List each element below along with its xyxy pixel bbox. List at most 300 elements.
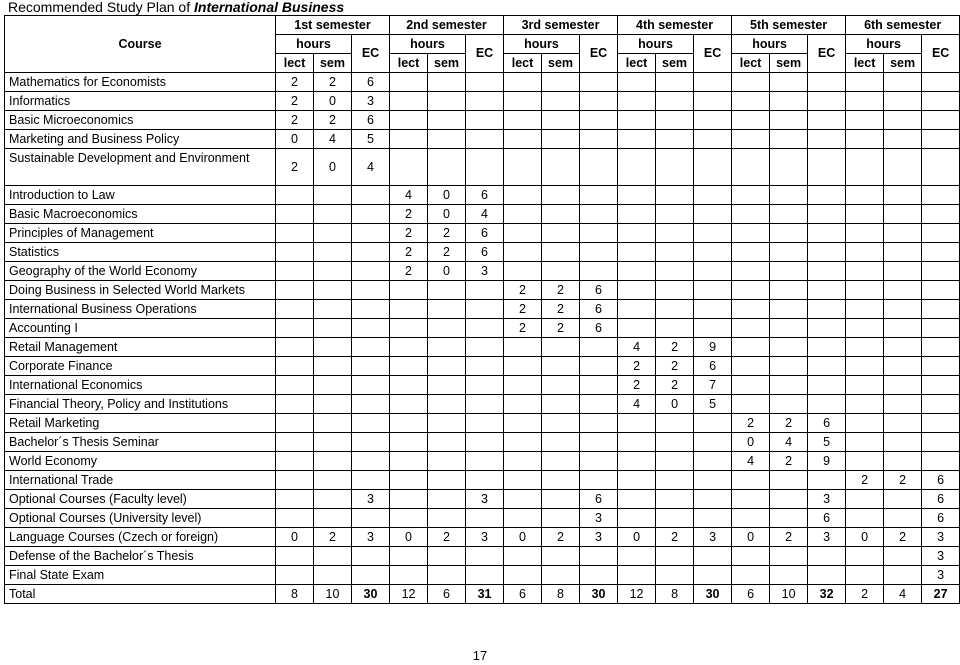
lect-cell <box>504 92 542 111</box>
lect-cell <box>504 186 542 205</box>
ec-cell <box>808 130 846 149</box>
sem-cell <box>770 149 808 186</box>
ec-cell <box>580 357 618 376</box>
ec-cell <box>922 376 960 395</box>
lect-cell <box>732 111 770 130</box>
lect-cell <box>504 357 542 376</box>
ec-header: EC <box>580 35 618 73</box>
ec-cell <box>922 262 960 281</box>
lect-cell <box>732 73 770 92</box>
table-row <box>5 547 960 566</box>
lect-cell <box>618 509 656 528</box>
ec-cell <box>922 130 960 149</box>
table-row <box>5 92 960 111</box>
course-name: Basic Microeconomics <box>5 111 276 130</box>
ec-cell: 3 <box>466 528 504 547</box>
lect-cell <box>276 224 314 243</box>
lect-cell <box>846 205 884 224</box>
hours-header: hours <box>504 35 580 54</box>
ec-cell <box>694 490 732 509</box>
course-name: Defense of the Bachelor´s Thesis <box>5 547 276 566</box>
lect-cell <box>732 338 770 357</box>
lect-cell: 2 <box>276 92 314 111</box>
course-name: World Economy <box>5 452 276 471</box>
sem-cell <box>314 357 352 376</box>
lect-cell <box>732 281 770 300</box>
lect-cell <box>390 357 428 376</box>
lect-cell <box>276 376 314 395</box>
lect-cell <box>732 509 770 528</box>
sem-cell <box>770 262 808 281</box>
table-row <box>5 73 960 92</box>
course-name: International Economics <box>5 376 276 395</box>
ec-cell <box>580 73 618 92</box>
sem-cell <box>884 452 922 471</box>
course-name: Marketing and Business Policy <box>5 130 276 149</box>
sem-header: sem <box>428 54 466 73</box>
lect-cell <box>504 471 542 490</box>
ec-cell <box>808 92 846 111</box>
sem-header: sem <box>656 54 694 73</box>
course-name: Retail Marketing <box>5 414 276 433</box>
ec-cell: 3 <box>466 262 504 281</box>
sem-cell: 0 <box>314 149 352 186</box>
lect-cell <box>618 130 656 149</box>
ec-cell <box>580 130 618 149</box>
lect-cell <box>276 205 314 224</box>
sem-cell <box>314 471 352 490</box>
lect-cell <box>846 338 884 357</box>
course-name: Optional Courses (Faculty level) <box>5 490 276 509</box>
ec-cell: 6 <box>694 357 732 376</box>
sem-cell <box>656 509 694 528</box>
lect-cell <box>732 547 770 566</box>
lect-cell: 2 <box>390 262 428 281</box>
ec-cell <box>580 376 618 395</box>
lect-cell: 2 <box>276 111 314 130</box>
ec-cell <box>466 357 504 376</box>
ec-cell: 7 <box>694 376 732 395</box>
course-name: Basic Macroeconomics <box>5 205 276 224</box>
sem-cell <box>428 338 466 357</box>
course-name: Language Courses (Czech or foreign) <box>5 528 276 547</box>
sem-cell <box>884 338 922 357</box>
ec-cell <box>694 471 732 490</box>
lect-cell <box>618 205 656 224</box>
sem-cell <box>884 490 922 509</box>
lect-cell <box>846 357 884 376</box>
sem-cell <box>428 471 466 490</box>
lect-cell <box>732 224 770 243</box>
course-name: Geography of the World Economy <box>5 262 276 281</box>
course-name: International Business Operations <box>5 300 276 319</box>
ec-cell <box>352 547 390 566</box>
lect-cell <box>732 300 770 319</box>
ec-cell <box>466 319 504 338</box>
sem-cell: 2 <box>770 528 808 547</box>
sem-cell <box>656 92 694 111</box>
lect-cell <box>504 111 542 130</box>
sem-cell <box>656 490 694 509</box>
sem-cell <box>770 224 808 243</box>
lect-cell <box>732 92 770 111</box>
ec-cell <box>922 452 960 471</box>
lect-cell: 0 <box>618 528 656 547</box>
lect-cell <box>618 319 656 338</box>
sem-cell: 2 <box>656 528 694 547</box>
ec-cell: 6 <box>808 509 846 528</box>
lect-cell <box>846 509 884 528</box>
ec-cell <box>466 92 504 111</box>
sem-cell: 4 <box>770 433 808 452</box>
lect-cell <box>504 262 542 281</box>
ec-cell <box>580 243 618 262</box>
lect-cell <box>504 566 542 585</box>
sem-cell <box>770 92 808 111</box>
ec-cell <box>922 319 960 338</box>
lect-cell: 2 <box>732 414 770 433</box>
total-row <box>5 585 960 604</box>
sem-cell <box>428 130 466 149</box>
semester-header-row <box>5 16 960 35</box>
sem-cell <box>770 566 808 585</box>
ec-cell: 6 <box>352 111 390 130</box>
sem-cell <box>542 111 580 130</box>
ec-cell: 6 <box>808 414 846 433</box>
ec-cell <box>466 73 504 92</box>
ec-cell: 3 <box>352 92 390 111</box>
ec-cell <box>352 509 390 528</box>
sem-cell <box>770 471 808 490</box>
lect-cell: 2 <box>504 319 542 338</box>
sem-cell <box>884 205 922 224</box>
ec-cell <box>922 73 960 92</box>
lect-cell <box>846 547 884 566</box>
ec-cell: 6 <box>922 490 960 509</box>
lect-cell <box>846 281 884 300</box>
sem-cell <box>656 243 694 262</box>
ec-cell <box>466 281 504 300</box>
study-plan-table <box>4 15 960 604</box>
lect-cell: 2 <box>390 243 428 262</box>
ec-cell: 3 <box>808 528 846 547</box>
sem-cell: 0 <box>428 262 466 281</box>
ec-cell: 6 <box>466 224 504 243</box>
lect-cell <box>390 73 428 92</box>
ec-cell: 6 <box>580 319 618 338</box>
ec-cell <box>466 414 504 433</box>
sem-header: sem <box>314 54 352 73</box>
lect-cell <box>276 566 314 585</box>
lect-cell <box>618 566 656 585</box>
sem-cell: 6 <box>428 585 466 604</box>
ec-cell <box>352 262 390 281</box>
lect-cell: 0 <box>732 528 770 547</box>
table-row <box>5 566 960 585</box>
lect-cell <box>618 111 656 130</box>
lect-cell <box>390 111 428 130</box>
sem-cell <box>428 433 466 452</box>
semester-header-3: 3rd semester <box>504 16 618 35</box>
lect-cell <box>732 186 770 205</box>
lect-cell <box>276 300 314 319</box>
ec-cell <box>808 205 846 224</box>
table-row <box>5 186 960 205</box>
lect-cell: 0 <box>276 528 314 547</box>
ec-cell <box>466 471 504 490</box>
table-row <box>5 319 960 338</box>
ec-cell: 9 <box>808 452 846 471</box>
lect-cell <box>276 452 314 471</box>
ec-cell <box>808 73 846 92</box>
lect-cell: 2 <box>276 149 314 186</box>
table-row <box>5 149 960 186</box>
semester-header-1: 1st semester <box>276 16 390 35</box>
course-name: International Trade <box>5 471 276 490</box>
lect-cell <box>846 452 884 471</box>
ec-cell <box>694 92 732 111</box>
lect-cell <box>390 433 428 452</box>
ec-cell <box>580 92 618 111</box>
sem-cell <box>770 73 808 92</box>
ec-cell <box>808 395 846 414</box>
lect-cell <box>276 243 314 262</box>
course-name: Principles of Management <box>5 224 276 243</box>
ec-cell <box>922 300 960 319</box>
ec-cell: 5 <box>694 395 732 414</box>
sem-cell <box>428 414 466 433</box>
lect-cell <box>504 414 542 433</box>
sem-cell <box>542 205 580 224</box>
ec-cell <box>694 243 732 262</box>
lect-cell <box>504 73 542 92</box>
ec-cell <box>580 205 618 224</box>
sem-cell <box>428 149 466 186</box>
lect-cell <box>390 414 428 433</box>
sem-cell <box>656 452 694 471</box>
sem-cell <box>770 111 808 130</box>
lect-cell <box>846 224 884 243</box>
ec-cell <box>580 414 618 433</box>
ec-cell: 6 <box>922 471 960 490</box>
ec-cell <box>466 130 504 149</box>
lect-cell: 2 <box>618 357 656 376</box>
sem-cell <box>656 319 694 338</box>
ec-cell: 3 <box>808 490 846 509</box>
sem-cell: 0 <box>314 92 352 111</box>
sem-cell <box>656 186 694 205</box>
lect-cell <box>618 547 656 566</box>
table-row <box>5 528 960 547</box>
sem-cell <box>314 281 352 300</box>
lect-cell: 6 <box>504 585 542 604</box>
ec-cell <box>922 186 960 205</box>
ec-cell <box>922 205 960 224</box>
sem-cell: 2 <box>542 300 580 319</box>
ec-cell: 3 <box>922 566 960 585</box>
sem-cell <box>542 490 580 509</box>
sem-cell: 2 <box>428 243 466 262</box>
lect-cell <box>618 186 656 205</box>
sem-cell <box>542 433 580 452</box>
ec-header: EC <box>352 35 390 73</box>
sem-cell <box>656 205 694 224</box>
sem-cell: 4 <box>884 585 922 604</box>
lect-cell <box>846 490 884 509</box>
course-name: Financial Theory, Policy and Institutions <box>5 395 276 414</box>
lect-cell <box>846 111 884 130</box>
lect-cell <box>846 319 884 338</box>
lect-cell <box>390 338 428 357</box>
lect-cell <box>732 205 770 224</box>
sem-cell <box>884 149 922 186</box>
sem-cell <box>428 452 466 471</box>
sem-cell <box>884 300 922 319</box>
sem-cell <box>428 92 466 111</box>
lect-cell <box>846 566 884 585</box>
sem-cell <box>770 300 808 319</box>
sem-cell <box>542 338 580 357</box>
lect-cell <box>390 452 428 471</box>
table-row <box>5 433 960 452</box>
sem-cell <box>884 243 922 262</box>
sem-cell <box>428 547 466 566</box>
lect-cell <box>390 319 428 338</box>
sem-cell <box>656 130 694 149</box>
ec-cell <box>580 433 618 452</box>
sem-cell <box>884 433 922 452</box>
lect-cell: 6 <box>732 585 770 604</box>
ec-cell <box>922 357 960 376</box>
ec-cell <box>466 376 504 395</box>
course-name: Accounting I <box>5 319 276 338</box>
sem-cell <box>884 376 922 395</box>
lect-cell <box>504 224 542 243</box>
lect-cell: 12 <box>618 585 656 604</box>
table-row <box>5 376 960 395</box>
ec-cell: 3 <box>922 547 960 566</box>
sem-cell <box>656 149 694 186</box>
lect-cell <box>732 395 770 414</box>
lect-cell: 8 <box>276 585 314 604</box>
lect-cell <box>846 300 884 319</box>
page-number: 17 <box>472 648 488 663</box>
lect-cell <box>390 130 428 149</box>
lect-cell <box>276 471 314 490</box>
lect-cell <box>504 509 542 528</box>
sem-cell <box>542 243 580 262</box>
sem-cell <box>884 92 922 111</box>
sem-cell <box>542 414 580 433</box>
sem-cell <box>314 509 352 528</box>
ec-cell <box>922 224 960 243</box>
sem-cell <box>884 186 922 205</box>
sem-cell <box>656 300 694 319</box>
lect-cell <box>732 376 770 395</box>
course-name: Bachelor´s Thesis Seminar <box>5 433 276 452</box>
sem-cell: 10 <box>770 585 808 604</box>
ec-cell <box>922 243 960 262</box>
ec-cell <box>808 111 846 130</box>
lect-cell <box>390 490 428 509</box>
ec-cell <box>808 300 846 319</box>
sem-cell: 2 <box>428 528 466 547</box>
sem-cell: 8 <box>542 585 580 604</box>
document-title <box>8 0 344 15</box>
lect-cell <box>618 471 656 490</box>
sem-cell: 2 <box>656 376 694 395</box>
sem-cell <box>656 73 694 92</box>
ec-cell <box>808 186 846 205</box>
sem-cell <box>770 186 808 205</box>
ec-cell: 30 <box>352 585 390 604</box>
sem-cell <box>428 566 466 585</box>
ec-cell <box>352 433 390 452</box>
ec-cell <box>808 281 846 300</box>
sem-cell: 2 <box>314 73 352 92</box>
ec-cell <box>580 471 618 490</box>
lect-cell <box>846 376 884 395</box>
lect-cell <box>618 281 656 300</box>
sem-header: sem <box>770 54 808 73</box>
sem-cell: 2 <box>542 528 580 547</box>
sem-cell <box>314 224 352 243</box>
sem-cell <box>542 92 580 111</box>
sem-cell <box>770 281 808 300</box>
sem-cell <box>770 490 808 509</box>
ec-cell: 6 <box>922 509 960 528</box>
lect-cell: 2 <box>846 585 884 604</box>
ec-cell <box>352 395 390 414</box>
sem-cell <box>770 338 808 357</box>
sem-cell: 0 <box>428 205 466 224</box>
sem-cell <box>314 414 352 433</box>
lect-cell <box>846 414 884 433</box>
lect-cell <box>276 186 314 205</box>
ec-cell <box>352 471 390 490</box>
sem-cell <box>314 262 352 281</box>
lect-cell: 4 <box>618 395 656 414</box>
sem-cell <box>542 395 580 414</box>
lect-cell: 0 <box>732 433 770 452</box>
ec-cell: 30 <box>580 585 618 604</box>
sem-cell: 2 <box>542 281 580 300</box>
lect-cell: 0 <box>504 528 542 547</box>
table-header <box>5 16 960 73</box>
table-row <box>5 243 960 262</box>
sem-cell: 8 <box>656 585 694 604</box>
ec-cell <box>580 547 618 566</box>
lect-cell <box>276 262 314 281</box>
semester-header-6: 6th semester <box>846 16 960 35</box>
ec-cell <box>466 433 504 452</box>
ec-cell: 5 <box>808 433 846 452</box>
sem-cell <box>314 452 352 471</box>
sem-cell <box>770 376 808 395</box>
lect-cell <box>732 262 770 281</box>
lect-cell <box>276 414 314 433</box>
lect-cell <box>732 471 770 490</box>
table-row <box>5 395 960 414</box>
sem-cell <box>428 395 466 414</box>
sem-cell <box>428 376 466 395</box>
ec-cell <box>922 149 960 186</box>
course-name: Total <box>5 585 276 604</box>
ec-header: EC <box>694 35 732 73</box>
sem-cell: 2 <box>314 528 352 547</box>
sem-cell: 2 <box>656 338 694 357</box>
ec-cell <box>466 338 504 357</box>
